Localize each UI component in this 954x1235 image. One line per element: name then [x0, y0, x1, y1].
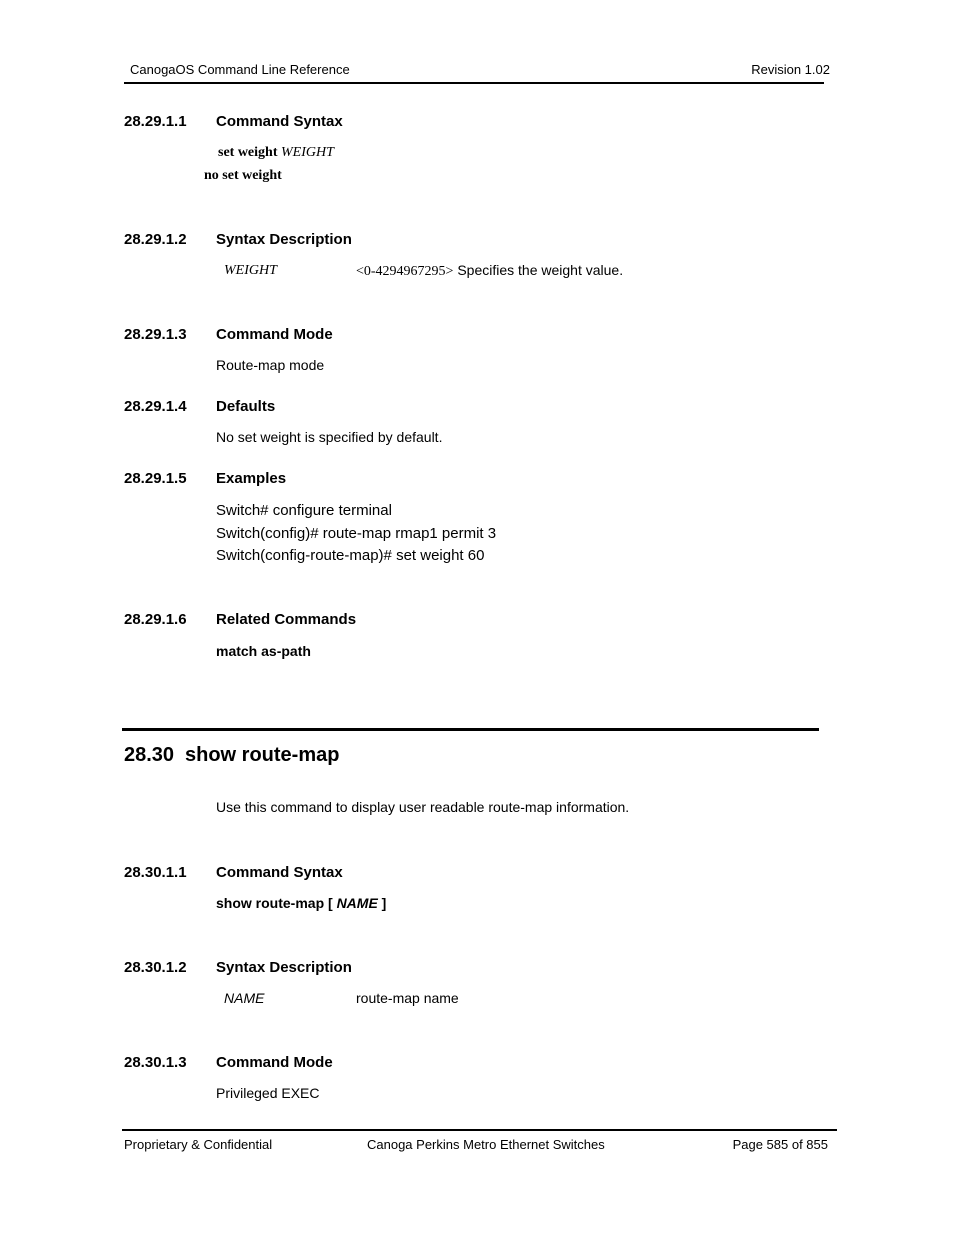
section-title: Examples: [216, 470, 287, 487]
example-line: Switch# configure terminal: [216, 502, 392, 519]
chapter-title: show route-map: [185, 744, 340, 766]
param-description: [356, 262, 623, 280]
footer-left: Proprietary & Confidential: [124, 1137, 273, 1152]
syntax-close: ]: [377, 895, 387, 911]
syntax-argument: NAME: [336, 895, 378, 911]
defaults-text: No set weight is specified by default.: [216, 429, 443, 445]
chapter-number: 28.30: [124, 744, 175, 766]
param-name: NAME: [224, 990, 265, 1006]
param-desc-text: Specifies the weight value.: [453, 262, 624, 278]
section-number: 28.30.1.1: [124, 864, 187, 881]
mode-text: Privileged EXEC: [216, 1085, 320, 1101]
mode-text: Route-map mode: [216, 357, 325, 373]
header-revision: Revision 1.02: [751, 62, 830, 77]
syntax-line: [218, 145, 334, 161]
example-line: Switch(config)# route-map rmap1 permit 3: [216, 525, 497, 542]
param-range: <0-4294967295>: [356, 264, 454, 279]
section-title: Related Commands: [216, 611, 357, 628]
chapter-intro: Use this command to display user readable route-map information.: [216, 799, 630, 815]
section-title: Command Mode: [216, 326, 333, 343]
section-title: Command Syntax: [216, 113, 343, 130]
section-number: 28.30.1.3: [124, 1054, 187, 1071]
header-title: CanogaOS Command Line Reference: [130, 62, 350, 77]
section-number: 28.29.1.4: [124, 398, 187, 415]
syntax-command: set weight: [218, 145, 278, 160]
section-number: 28.29.1.5: [124, 470, 187, 487]
example-line: Switch(config-route-map)# set weight 60: [216, 547, 485, 564]
section-number: 28.29.1.3: [124, 326, 187, 343]
syntax-line: [216, 895, 386, 911]
header-rule: [124, 82, 824, 84]
section-number: 28.29.1.6: [124, 611, 187, 628]
chapter-rule: [122, 728, 819, 731]
section-title: Syntax Description: [216, 959, 352, 976]
footer-rule: [122, 1129, 837, 1131]
param-name: WEIGHT: [224, 263, 277, 278]
section-title: Defaults: [216, 398, 276, 415]
section-title: Syntax Description: [216, 231, 352, 248]
syntax-line-no: no set weight: [204, 168, 282, 183]
section-title: Command Mode: [216, 1054, 333, 1071]
section-number: 28.30.1.2: [124, 959, 187, 976]
syntax-command: show route-map [: [216, 895, 337, 911]
footer-center: Canoga Perkins Metro Ethernet Switches: [367, 1137, 605, 1152]
param-description: route-map name: [356, 990, 459, 1006]
footer-page-number: Page 585 of 855: [732, 1137, 828, 1152]
syntax-argument: WEIGHT: [281, 145, 334, 160]
section-title: Command Syntax: [216, 864, 343, 881]
section-number: 28.29.1.1: [124, 113, 187, 130]
section-number: 28.29.1.2: [124, 231, 187, 248]
related-command: match as-path: [216, 643, 311, 659]
